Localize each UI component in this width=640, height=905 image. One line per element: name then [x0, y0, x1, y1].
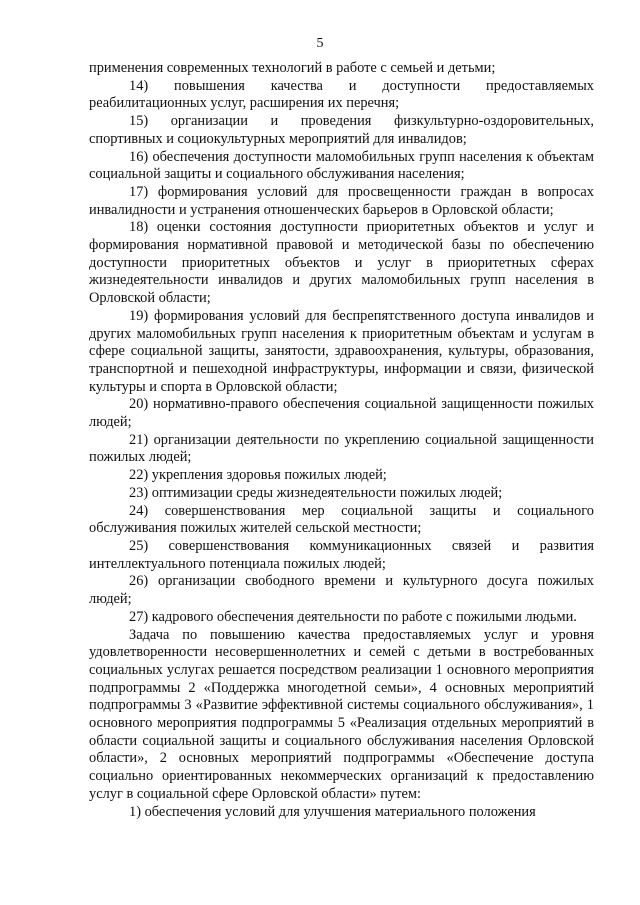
task-paragraph: Задача по повышению качества предоставляемых услуг и уровня удовлетворенности несовершеннолетних и семей с детьми в востребованных социальных услугах решается посредством реализации 1 основного мероприятия подпрограммы 2 «Поддержка многодетной семьи», 4 основных мероприятий подпрограммы 3 «Развитие эффективной системы социального обслуживания», 1 основного мероприятия подпрограммы 5 «Реализация отдельных мероприятий в области социальной защиты и социального обслуживания населения Орловской области», 2 основных мероприятий подпрограммы «Обеспечение доступа социально ориентированных некоммерческих организаций к предоставлению услуг в социальной сфере Орловской области» путем: [89, 626, 594, 802]
list-item-14: 14) повышения качества и доступности предоставляемых реабилитационных услуг, расширения их перечня; [89, 77, 594, 112]
list-item-22: 22) укрепления здоровья пожилых людей; [129, 467, 387, 484]
paragraph-continuation: применения современных технологий в работе с семьей и детьми; [89, 60, 496, 76]
list-item-24: 24) совершенствования мер социальной защиты и социального обслуживания пожилых жителей сельской местности; [89, 502, 594, 537]
list-item-17: 17) формирования условий для просвещенности граждан в вопросах инвалидности и устранения отношенческих барьеров в Орловской области; [89, 183, 594, 218]
list-item-18: 18) оценки состояния доступности приоритетных объектов и услуг и формирования нормативной правовой и методической базы по обеспечению доступности приоритетных объектов и услуг в приоритетных сферах жизнедеятельности инвалидов и других маломобильных групп населения в Орловской области; [89, 219, 594, 307]
page-number: 5 [316, 36, 324, 51]
list-item-19: 19) формирования условий для беспрепятственного доступа инвалидов и других маломобильных групп населения к приоритетным объектам и услугам в сфере социальной защиты, занятости, здравоохранения, культуры, образования, транспортной и пешеходной инфраструктуры, информации и связи, физической культуры и спорта в Орловской области; [89, 307, 594, 395]
list-item-16: 16) обеспечения доступности маломобильных групп населения к объектам социальной защиты и социального обслуживания населения; [89, 148, 594, 183]
list-item-23: 23) оптимизации среды жизнедеятельности пожилых людей; [129, 484, 503, 501]
list-item-27: 27) кадрового обеспечения деятельности по работе с пожилыми людьми. [129, 608, 577, 625]
list-item-20: 20) нормативно-правого обеспечения социальной защищенности пожилых людей; [89, 396, 594, 431]
list-item-1: 1) обеспечения условий для улучшения материального положения [129, 803, 536, 820]
list-item-25: 25) совершенствования коммуникационных связей и развития интеллектуального потенциала пожилых людей; [89, 537, 594, 572]
list-item-26: 26) организации свободного времени и культурного досуга пожилых людей; [89, 573, 594, 608]
list-item-21: 21) организации деятельности по укреплению социальной защищенности пожилых людей; [89, 431, 594, 466]
document-body [89, 60, 594, 821]
list-item-15: 15) организации и проведения физкультурно-оздоровительных, спортивных и социокультурных мероприятий для инвалидов; [89, 113, 594, 147]
